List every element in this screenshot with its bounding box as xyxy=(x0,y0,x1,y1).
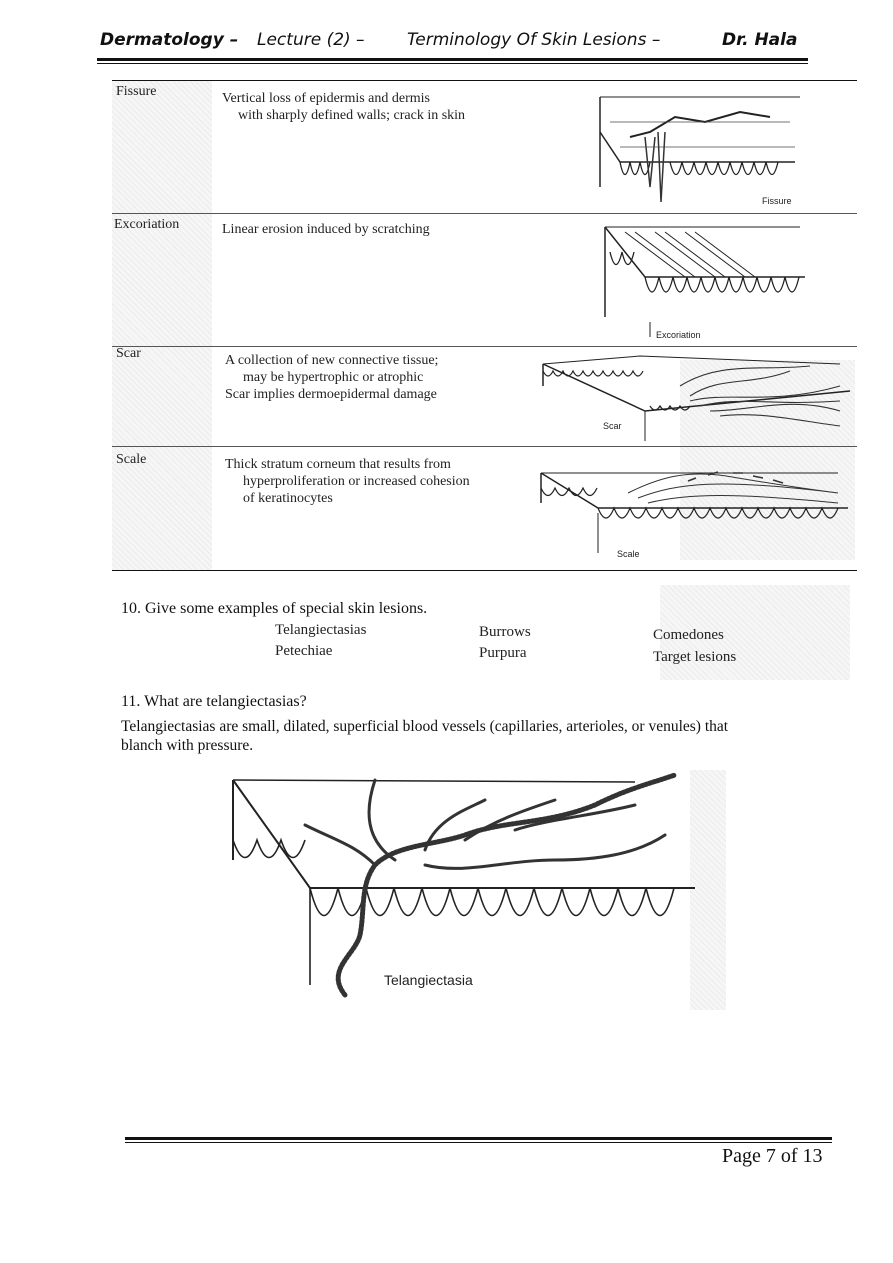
example-burrows: Burrows xyxy=(479,624,531,640)
header-author: Dr. Hala xyxy=(722,30,798,50)
answer-11 xyxy=(121,717,861,755)
scale-illustration xyxy=(538,463,853,558)
scar-illustration xyxy=(540,356,855,446)
footer-rule xyxy=(125,1137,832,1140)
answer-11-line-1: Telangiectasias are small, dilated, superficial blood vessels (capillaries, arterioles, or venules) that xyxy=(121,718,729,735)
figure-label-excoriation: Excoriation xyxy=(656,330,701,340)
footer-rule-thin xyxy=(125,1142,832,1143)
desc-scar-line-2: may be hypertrophic or atrophic xyxy=(243,370,424,385)
question-11: 11. What are telangiectasias? xyxy=(121,693,307,710)
example-comedones: Comedones xyxy=(653,627,724,643)
table-row-rule-3 xyxy=(112,446,857,447)
desc-excoriation-line-1: Linear erosion induced by scratching xyxy=(222,222,430,237)
term-scar: Scar xyxy=(116,346,141,361)
excoriation-illustration xyxy=(600,222,810,337)
header-topic: Terminology Of Skin Lesions – xyxy=(407,30,661,50)
desc-scar-line-3: Scar implies dermoepidermal damage xyxy=(225,387,437,402)
desc-fissure-line-2: with sharply defined walls; crack in skin xyxy=(238,108,466,123)
desc-scar xyxy=(225,352,438,403)
desc-scale-line-2: hyperproliferation or increased cohesion xyxy=(243,474,470,489)
header-rule xyxy=(97,58,808,61)
figure-label-telangiectasia: Telangiectasia xyxy=(384,972,473,988)
answer-11-line-2: blanch with pressure. xyxy=(121,737,254,754)
desc-fissure-line-1: Vertical loss of epidermis and dermis xyxy=(222,91,431,106)
table-bottom-rule xyxy=(112,570,857,571)
example-purpura: Purpura xyxy=(479,645,527,661)
example-target-lesions: Target lesions xyxy=(653,649,737,665)
figure-label-scar: Scar xyxy=(603,421,622,431)
desc-scale xyxy=(225,456,470,507)
scan-shading-left xyxy=(112,80,212,570)
table-top-rule xyxy=(112,80,857,81)
question-10: 10. Give some examples of special skin lesions. xyxy=(121,600,428,617)
example-telangiectasias: Telangiectasias xyxy=(275,622,367,638)
table-row-rule-2 xyxy=(112,346,857,347)
desc-excoriation xyxy=(222,221,430,238)
table-row-rule-1 xyxy=(112,213,857,214)
header-course: Dermatology – xyxy=(100,30,239,50)
telangiectasia-illustration xyxy=(225,770,700,1005)
figure-label-scale: Scale xyxy=(617,549,640,559)
figure-label-fissure: Fissure xyxy=(762,196,792,206)
fissure-illustration xyxy=(590,92,810,212)
page-number: Page 7 of 13 xyxy=(722,1145,823,1167)
header-lecture: Lecture (2) – xyxy=(257,30,365,50)
desc-scale-line-3: of keratinocytes xyxy=(243,491,333,506)
example-petechiae: Petechiae xyxy=(275,643,333,659)
term-fissure: Fissure xyxy=(116,84,157,99)
term-scale: Scale xyxy=(116,452,147,467)
desc-fissure xyxy=(222,90,465,124)
term-excoriation: Excoriation xyxy=(114,217,180,232)
desc-scale-line-1: Thick stratum corneum that results from xyxy=(225,457,451,472)
desc-scar-line-1: A collection of new connective tissue; xyxy=(225,353,439,368)
header-rule-thin xyxy=(97,63,808,64)
